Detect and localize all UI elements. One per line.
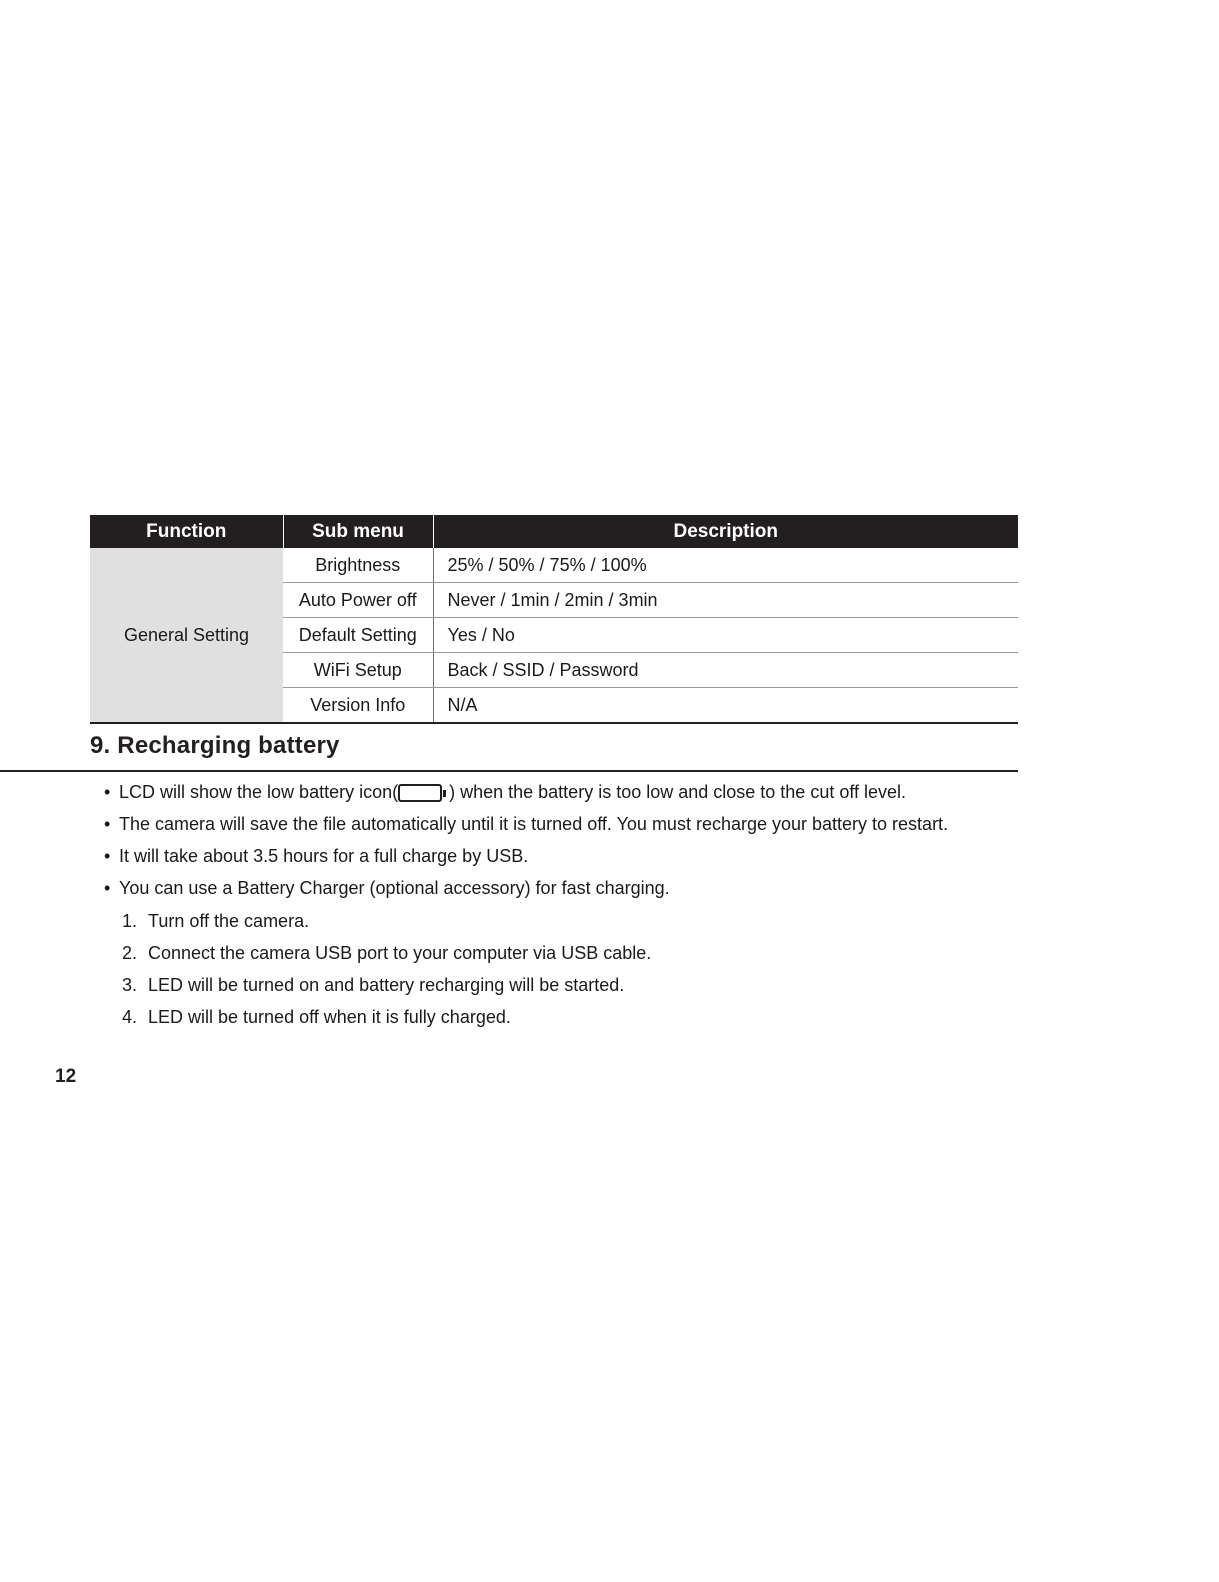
list-item [122,905,651,937]
function-cell: General Setting [90,548,283,723]
list-item [122,1001,651,1033]
header-submenu: Sub menu [283,515,433,548]
step-text: Connect the camera USB port to your computer via USB cable. [148,943,652,963]
list-item [122,937,651,969]
list-item [122,969,651,1001]
description-cell: Yes / No [433,618,1018,653]
step-number: 3. [122,975,138,995]
bullet-marker: • [104,878,111,898]
step-text: LED will be turned off when it is fully charged. [148,1007,511,1027]
step-text: LED will be turned on and battery recharging will be started. [148,975,625,995]
submenu-cell: Brightness [283,548,433,583]
header-function: Function [90,515,283,548]
bullet-marker: • [104,814,111,834]
step-list [122,905,651,1033]
section-title: 9. Recharging battery [90,732,340,759]
step-number: 1. [122,911,138,931]
bullet-marker: • [104,782,111,802]
submenu-cell: Default Setting [283,618,433,653]
bullet-text-after-icon: ) when the battery is too low and close to the cut off level. [449,782,907,802]
table-row [90,548,1018,583]
list-item [104,808,948,840]
bullet-text: You can use a Battery Charger (optional accessory) for fast charging. [119,878,670,898]
bullet-marker: • [104,846,111,866]
bullet-list [104,776,948,904]
description-cell: 25% / 50% / 75% / 100% [433,548,1018,583]
description-cell: N/A [433,688,1018,724]
list-item [104,840,948,872]
low-battery-icon [398,784,442,802]
section-divider [0,770,1018,772]
bullet-text: The camera will save the file automatically until it is turned off. You must recharge your battery to restart. [119,814,949,834]
step-text: Turn off the camera. [148,911,310,931]
bullet-text-before-icon: LCD will show the low battery icon( [119,782,399,802]
submenu-cell: Version Info [283,688,433,724]
list-item [104,872,948,904]
submenu-cell: WiFi Setup [283,653,433,688]
page-number: 12 [55,1066,77,1087]
step-number: 4. [122,1007,138,1027]
submenu-cell: Auto Power off [283,583,433,618]
list-item [104,776,948,808]
general-setting-table [90,515,1018,724]
table-header-row [90,515,1018,548]
description-cell: Back / SSID / Password [433,653,1018,688]
bullet-text: It will take about 3.5 hours for a full charge by USB. [119,846,529,866]
step-number: 2. [122,943,138,963]
header-description: Description [433,515,1018,548]
description-cell: Never / 1min / 2min / 3min [433,583,1018,618]
